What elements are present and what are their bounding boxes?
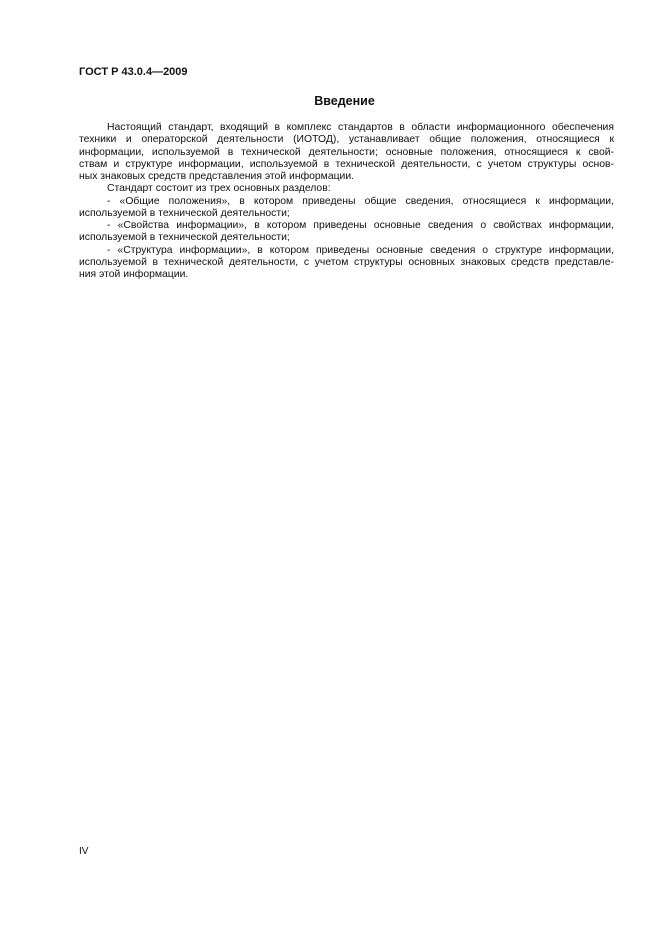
text-line: Стандарт состоит из трех основных разделов: bbox=[107, 183, 331, 195]
list-item-text: ния этой информации. bbox=[79, 269, 189, 280]
list-item-text: - «Свойства информации», в котором приведены основные сведения о свойствах информации, bbox=[107, 220, 614, 231]
list-item-text: - «Структура информации», в котором приведены основные сведения о структуре информации, bbox=[107, 244, 614, 256]
document-code: ГОСТ Р 43.0.4—2009 bbox=[79, 66, 188, 78]
section-title: Введение bbox=[314, 94, 375, 108]
text-line: техники и операторской деятельности (ИОТОД), устанавливает общие положения, относящиеся к bbox=[79, 134, 614, 146]
text-line: Настоящий стандарт, входящий в комплекс стандартов в области информационного обеспечения bbox=[107, 122, 614, 133]
list-item-text: - «Общие положения», в котором приведены общие сведения, относящиеся к информации, bbox=[107, 195, 614, 207]
page-number: IV bbox=[79, 846, 89, 857]
list-item-text: используемой в технической деятельности; bbox=[79, 207, 290, 219]
introduction-text bbox=[79, 122, 614, 281]
text-line: ных знаковых средств представления этой информации. bbox=[79, 171, 355, 182]
list-item-text: используемой в технической деятельности; bbox=[79, 232, 290, 244]
text-line: ствам и структуре информации, используемой в технической деятельности, с учетом структуры основ- bbox=[79, 158, 614, 170]
text-line: информации, используемой в технической деятельности; основные положения, относящиеся к свой- bbox=[79, 146, 614, 158]
list-item-text: используемой в технической деятельности, с учетом структуры основных знаковых средств представле- bbox=[79, 256, 614, 268]
